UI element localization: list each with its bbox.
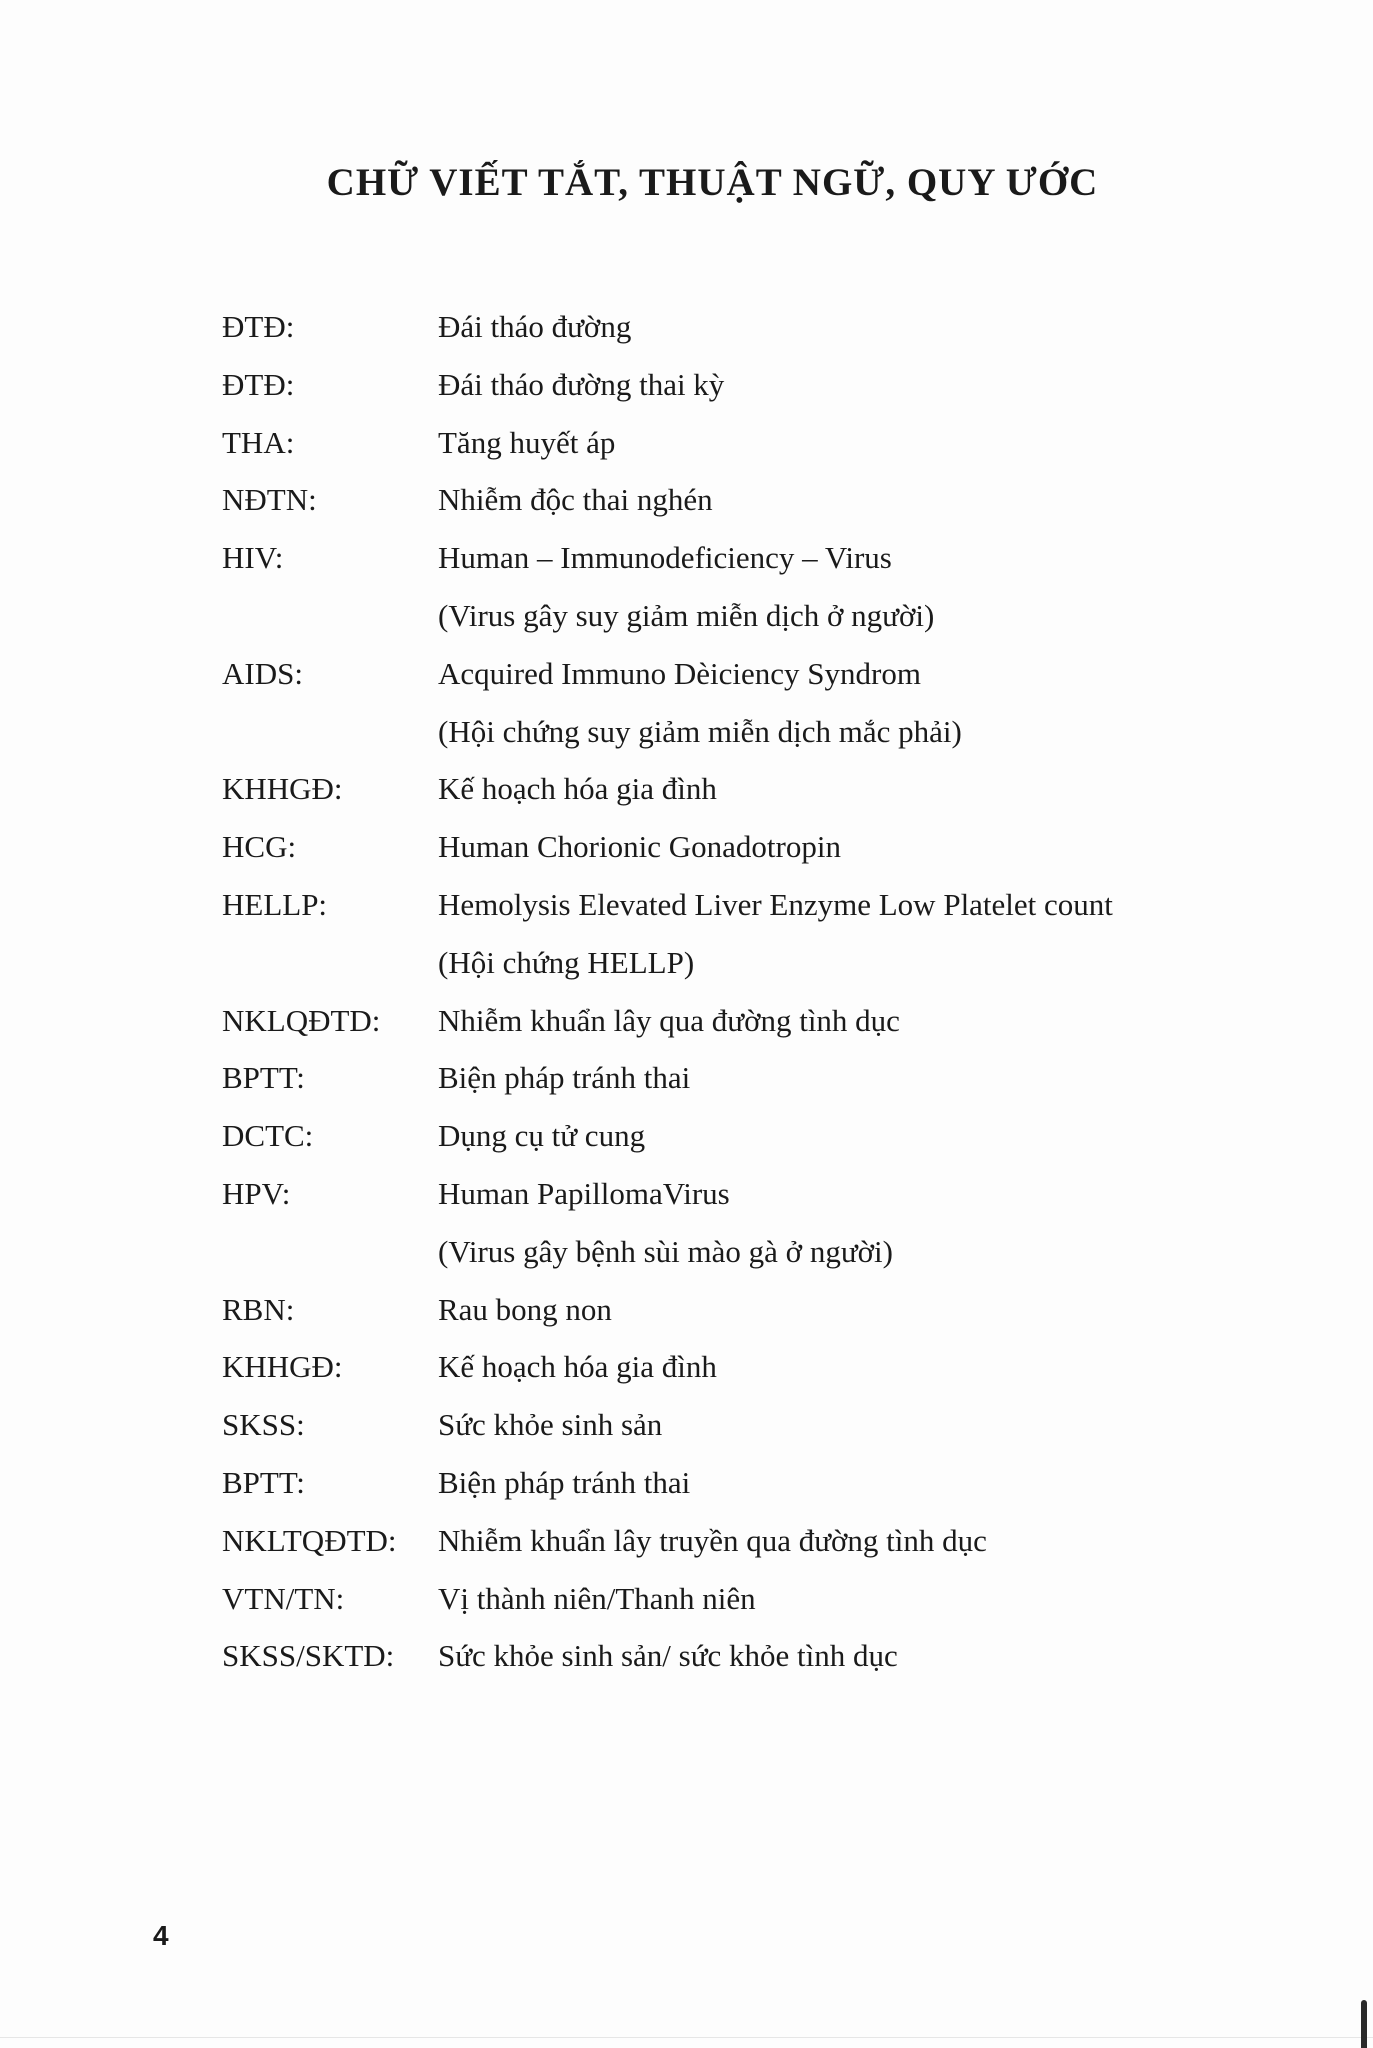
abbreviation-list <box>222 298 1322 1685</box>
abbreviation-term: NĐTN: <box>222 482 317 518</box>
abbreviation-term: KHHGĐ: <box>222 1349 343 1385</box>
definition-line: Rau bong non <box>438 1291 612 1327</box>
definition-line: Sức khỏe sinh sản <box>438 1407 663 1443</box>
abbreviation-definition <box>438 1396 1322 1454</box>
abbreviation-definition <box>438 1107 1322 1165</box>
abbreviation-term: BPTT: <box>222 1060 305 1096</box>
page-bottom-edge <box>0 2037 1373 2038</box>
definition-line: Đái tháo đường <box>438 309 632 344</box>
abbreviation-entry <box>222 1338 1322 1396</box>
abbreviation-entry <box>222 1627 1322 1685</box>
definition-line: Tăng huyết áp <box>438 424 616 460</box>
abbreviation-definition <box>438 298 1322 356</box>
definition-line: Human PapillomaVirus <box>438 1175 730 1211</box>
definition-line: Dụng cụ tử cung <box>438 1118 646 1154</box>
abbreviation-definition <box>438 645 1322 761</box>
definition-line: Nhiễm khuẩn lây truyền qua đường tình dục <box>438 1522 987 1558</box>
abbreviation-definition <box>438 529 1322 645</box>
abbreviation-definition <box>438 1049 1322 1107</box>
definition-line: Human Chorionic Gonadotropin <box>438 829 841 865</box>
page-title: CHỮ VIẾT TẮT, THUẬT NGỮ, QUY ƯỚC <box>326 161 1099 204</box>
abbreviation-term: DCTC: <box>222 1118 314 1154</box>
abbreviation-definition <box>438 992 1322 1050</box>
abbreviation-definition <box>438 1338 1322 1396</box>
abbreviation-entry <box>222 1107 1322 1165</box>
definition-line: Acquired Immuno Dèiciency Syndrom <box>438 655 921 691</box>
abbreviation-term: ĐTĐ: <box>222 309 295 344</box>
abbreviation-entry <box>222 760 1322 818</box>
definition-line: Sức khỏe sinh sản/ sức khỏe tình dục <box>438 1638 898 1674</box>
abbreviation-entry <box>222 1281 1322 1339</box>
abbreviation-entry <box>222 818 1322 876</box>
abbreviation-term: HELLP: <box>222 886 328 922</box>
definition-line: (Hội chứng HELLP) <box>438 944 695 980</box>
abbreviation-entry <box>222 876 1322 992</box>
abbreviation-term: SKSS/SKTD: <box>222 1638 395 1674</box>
abbreviation-definition <box>438 760 1322 818</box>
abbreviation-term: HCG: <box>222 829 297 865</box>
abbreviation-entry <box>222 471 1322 529</box>
abbreviation-entry <box>222 298 1322 356</box>
definition-line: (Hội chứng suy giảm miễn dịch mắc phải) <box>438 713 962 749</box>
abbreviation-definition <box>438 1165 1322 1281</box>
abbreviation-term: SKSS: <box>222 1407 305 1443</box>
abbreviation-entry <box>222 1570 1322 1628</box>
abbreviation-term: AIDS: <box>222 655 303 691</box>
definition-line: (Virus gây suy giảm miễn dịch ở người) <box>438 597 935 633</box>
abbreviation-entry <box>222 1454 1322 1512</box>
definition-line: Nhiễm độc thai nghén <box>438 482 713 518</box>
abbreviation-definition <box>438 1454 1322 1512</box>
abbreviation-term: NKLQĐTD: <box>222 1002 381 1038</box>
abbreviation-entry <box>222 356 1322 414</box>
abbreviation-term: HPV: <box>222 1175 291 1211</box>
abbreviation-definition <box>438 1570 1322 1628</box>
abbreviation-entry <box>222 992 1322 1050</box>
abbreviation-term: ĐTĐ: <box>222 366 295 402</box>
definition-line: (Virus gây bệnh sùi mào gà ở người) <box>438 1233 893 1269</box>
abbreviation-entry <box>222 1512 1322 1570</box>
abbreviation-term: HIV: <box>222 540 284 576</box>
abbreviation-term: VTN/TN: <box>222 1580 345 1616</box>
definition-line: Human – Immunodeficiency – Virus <box>438 540 892 576</box>
abbreviation-term: RBN: <box>222 1291 295 1327</box>
definition-line: Đái tháo đường thai kỳ <box>438 366 725 402</box>
abbreviation-definition <box>438 1627 1322 1685</box>
abbreviation-definition <box>438 1281 1322 1339</box>
abbreviation-definition <box>438 414 1322 472</box>
abbreviation-term: BPTT: <box>222 1464 305 1500</box>
abbreviation-definition <box>438 1512 1322 1570</box>
definition-line: Hemolysis Elevated Liver Enzyme Low Platelet count <box>438 886 1113 922</box>
definition-line: Kế hoạch hóa gia đình <box>438 1349 717 1385</box>
abbreviation-definition <box>438 471 1322 529</box>
abbreviation-entry <box>222 645 1322 761</box>
definition-line: Biện pháp tránh thai <box>438 1060 691 1096</box>
abbreviation-entry <box>222 1049 1322 1107</box>
definition-line: Vị thành niên/Thanh niên <box>438 1580 756 1616</box>
abbreviation-term: NKLTQĐTD: <box>222 1522 397 1558</box>
abbreviation-entry <box>222 529 1322 645</box>
abbreviation-definition <box>438 876 1322 992</box>
definition-line: Kế hoạch hóa gia đình <box>438 771 717 807</box>
page-number: 4 <box>153 1920 169 1951</box>
definition-line: Biện pháp tránh thai <box>438 1464 691 1500</box>
abbreviation-definition <box>438 356 1322 414</box>
definition-line: Nhiễm khuẩn lây qua đường tình dục <box>438 1002 900 1038</box>
abbreviation-entry <box>222 414 1322 472</box>
abbreviation-entry <box>222 1165 1322 1281</box>
abbreviation-definition <box>438 818 1322 876</box>
abbreviation-term: THA: <box>222 424 295 460</box>
abbreviation-term: KHHGĐ: <box>222 771 343 807</box>
page-edge-mark <box>1361 2000 1367 2048</box>
abbreviation-entry <box>222 1396 1322 1454</box>
